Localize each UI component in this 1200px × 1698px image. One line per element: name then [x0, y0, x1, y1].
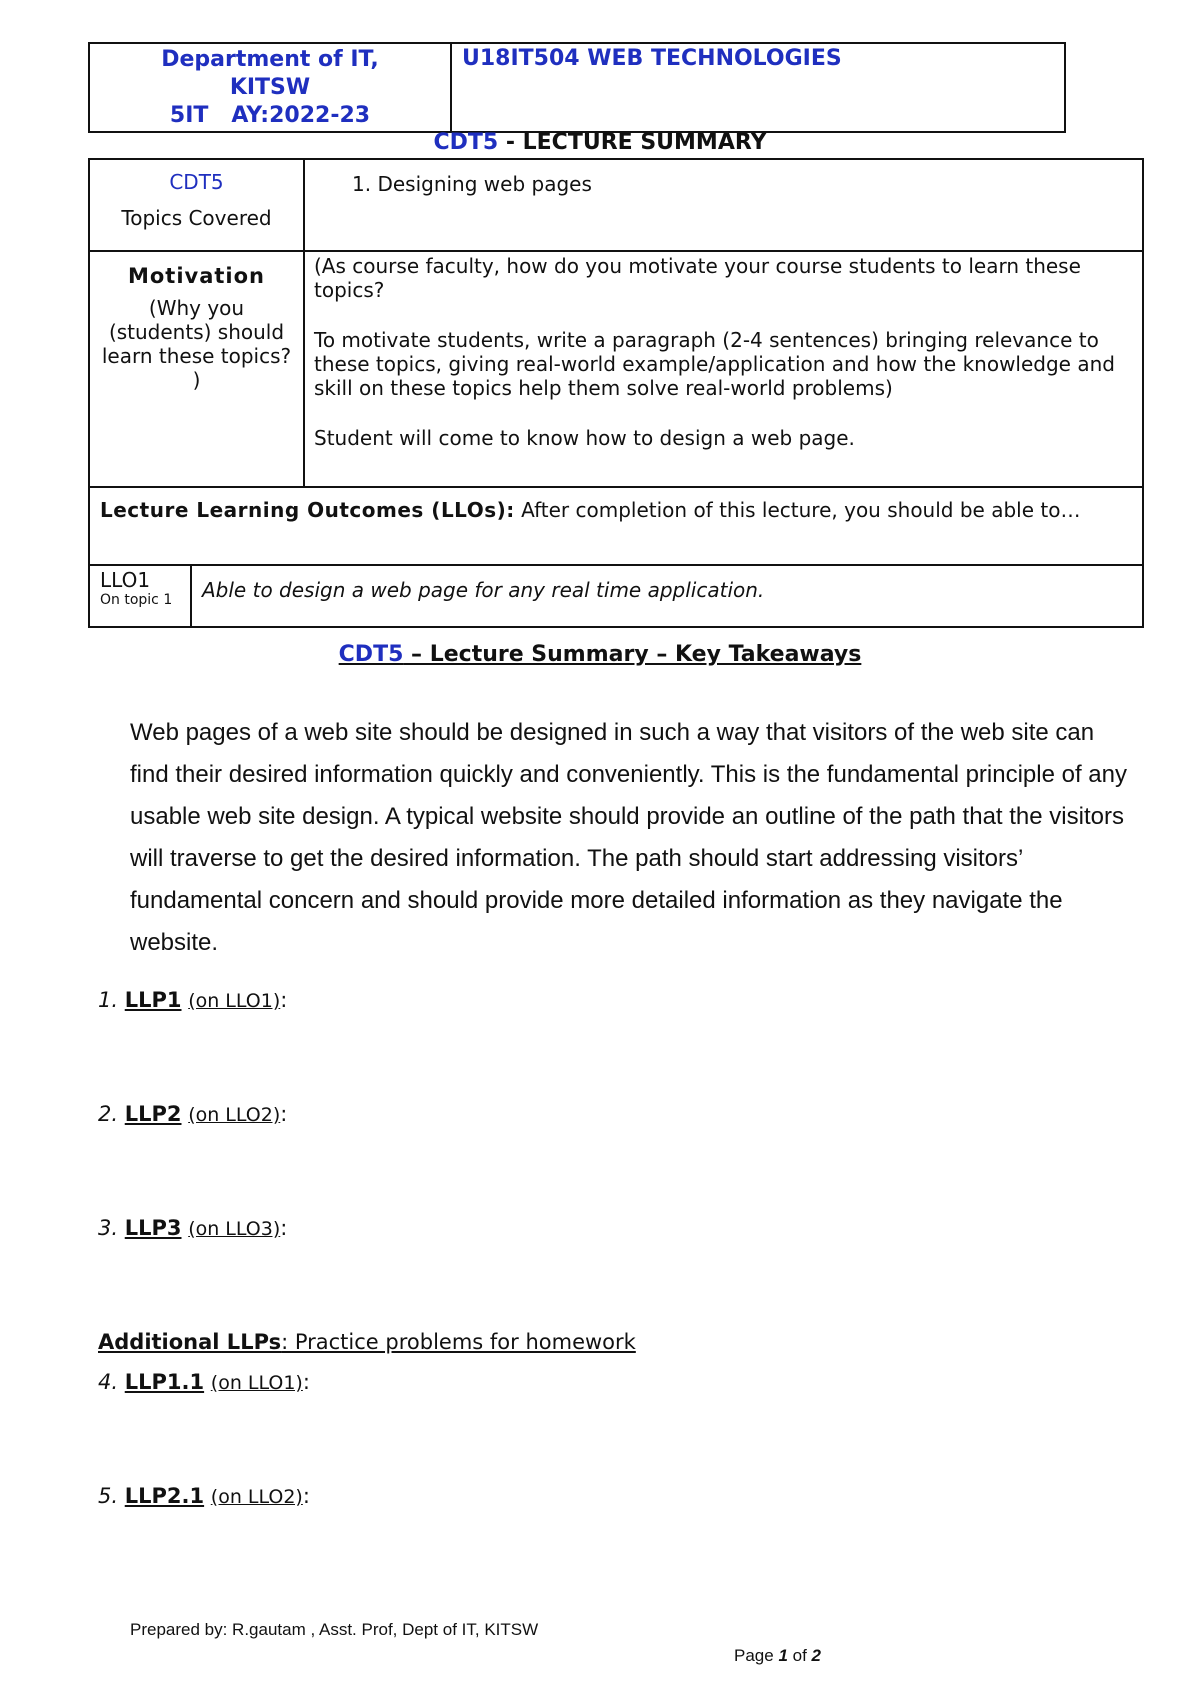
llp-label: LLP2: [124, 1102, 182, 1126]
llo1-code: LLO1: [100, 568, 151, 592]
motivation-answer: Student will come to know how to design a web page.: [314, 426, 855, 450]
llp-number: 5.: [98, 1484, 119, 1508]
llp-number: 4.: [98, 1370, 119, 1394]
llo-heading: Lecture Learning Outcomes (LLOs):: [100, 498, 515, 522]
llo1-topic: On topic 1: [100, 592, 173, 608]
llo-intro: After completion of this lecture, you should be able to…: [514, 498, 1081, 522]
llp-number: 1.: [98, 988, 119, 1012]
topics-code: CDT5: [169, 170, 224, 194]
llp-ref: (on LLO2): [210, 1486, 303, 1508]
summary-title: [0, 130, 1200, 155]
llp-ref: (on LLO1): [210, 1372, 303, 1394]
department-cell: [89, 43, 451, 132]
llp-number: 3.: [98, 1216, 119, 1240]
llp-label: LLP1: [124, 988, 182, 1012]
page-word: Page: [734, 1646, 779, 1665]
dept-line-2: KITSW: [229, 75, 311, 100]
llp-item: 5. LLP2.1 (on LLO2):: [98, 1484, 310, 1508]
topics-row: [88, 158, 1144, 252]
topics-label: Topics Covered: [121, 206, 272, 230]
takeaways-code: CDT5: [338, 642, 404, 667]
llo1-outcome: Able to design a web page for any real time application.: [202, 578, 765, 602]
motivation-prompt-2: To motivate students, write a paragraph (2-4 sentences) bringing relevance to these topics, giving real-world example/application and how the knowledge and skill on these topics help them solve real-world problems): [314, 328, 1115, 400]
motivation-label-cell: [100, 264, 293, 392]
page-total: 2: [811, 1646, 821, 1665]
llp-ref: (on LLO3): [188, 1218, 281, 1240]
llo1-row: [88, 564, 1144, 628]
course-title: U18IT504 WEB TECHNOLOGIES: [462, 46, 842, 71]
llp-item: 1. LLP1 (on LLO1):: [98, 988, 288, 1012]
llp-ref: (on LLO2): [188, 1104, 281, 1126]
llp-ref: (on LLO1): [188, 990, 281, 1012]
summary-title-code: CDT5: [433, 130, 499, 155]
summary-title-rest: - LECTURE SUMMARY: [498, 130, 767, 155]
llp-label: LLP2.1: [124, 1484, 205, 1508]
llo-row: [88, 486, 1144, 566]
takeaways-paragraph: Web pages of a web site should be designed in such a way that visitors of the web site can find their desired information quickly and conveniently. This is the fundamental principle of any usable web site design. A typical website should provide an outline of the path that the visitors will traverse to get the desired information. The path should start addressing visitors’ fundamental concern and should provide more detailed information as they navigate the website.: [130, 719, 1127, 956]
motivation-row: [88, 250, 1144, 488]
llp-label: LLP3: [124, 1216, 182, 1240]
llp-label: LLP1.1: [124, 1370, 205, 1394]
llp-item: 3. LLP3 (on LLO3):: [98, 1216, 288, 1240]
motivation-sub: (Why you (students) should learn these topics? ): [101, 296, 292, 392]
page-current: 1: [778, 1646, 788, 1665]
additional-llps-rest: : Practice problems for homework: [281, 1330, 636, 1354]
llp-item: 4. LLP1.1 (on LLO1):: [98, 1370, 310, 1394]
topics-label-cell: [90, 170, 303, 230]
additional-llps-heading: [98, 1330, 636, 1354]
topics-item: 1. Designing web pages: [352, 172, 592, 196]
dept-line-3: 5IT AY:2022-23: [169, 103, 371, 128]
footer-prepared-by: Prepared by: R.gautam , Asst. Prof, Dept of IT, KITSW: [130, 1620, 539, 1639]
dept-line-1: Department of IT,: [161, 47, 379, 72]
footer-page-number: [734, 1646, 821, 1666]
takeaways-rest: – Lecture Summary – Key Takeaways: [403, 642, 862, 667]
additional-llps-label: Additional LLPs: [98, 1330, 282, 1354]
motivation-content: [314, 254, 1134, 450]
llp-item: 2. LLP2 (on LLO2):: [98, 1102, 288, 1126]
llo1-label-cell: [100, 568, 188, 609]
header-table: [88, 42, 1066, 133]
page-of: of: [787, 1646, 812, 1665]
motivation-heading: Motivation: [127, 264, 266, 288]
motivation-prompt-1: (As course faculty, how do you motivate your course students to learn these topics?: [314, 254, 1081, 302]
takeaways-heading: [0, 642, 1200, 667]
llp-number: 2.: [98, 1102, 119, 1126]
course-cell: [451, 43, 1065, 132]
llo-text: [100, 498, 1130, 522]
